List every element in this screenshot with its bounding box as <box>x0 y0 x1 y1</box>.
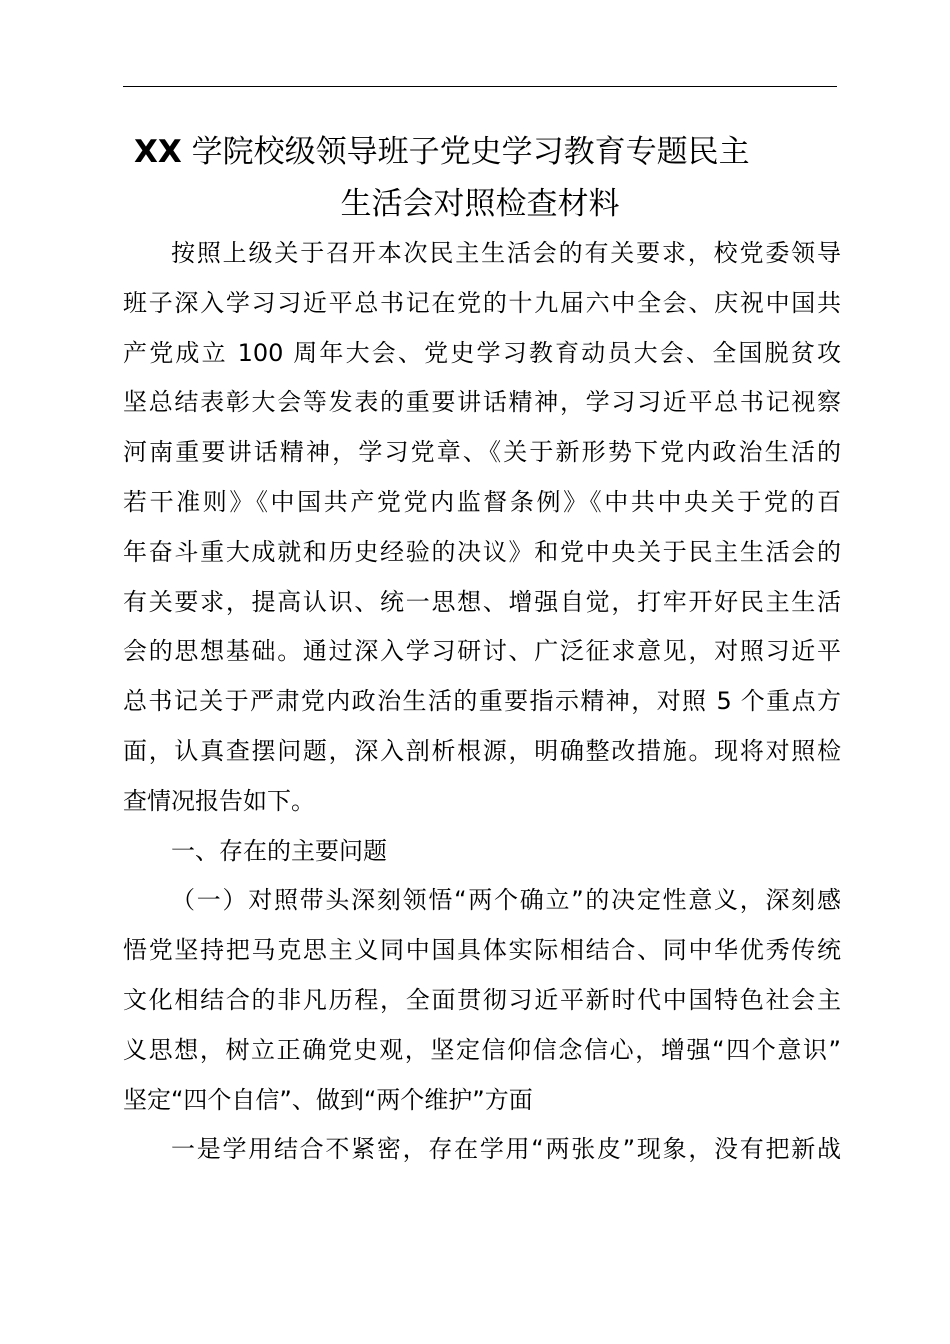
text-line: 义思想，树立正确党史观，坚定信仰信念信心，增强“四个意识” <box>123 1035 841 1064</box>
text-line: 会的思想基础。通过深入学习研讨、广泛征求意见，对照习近平 <box>123 637 841 666</box>
text-line: 河南重要讲话精神，学习党章、《关于新形势下党内政治生活的 <box>123 438 841 467</box>
issue-1 <box>123 1125 841 1175</box>
text-line: （一）对照带头深刻领悟“两个确立”的决定性意义，深刻感 <box>171 886 841 915</box>
title-line-2: 生活会对照检查材料 <box>340 186 620 222</box>
text-line: 有关要求，提高认识、统一思想、增强自觉，打牢开好民主生活 <box>123 587 841 616</box>
text-line: 班子深入学习习近平总书记在党的十九届六中全会、庆祝中国共 <box>123 288 841 317</box>
text-line: 坚定“四个自信”、做到“两个维护”方面 <box>123 1085 533 1114</box>
page-title <box>123 126 837 230</box>
section-heading: 一、存在的主要问题 <box>171 836 387 865</box>
text-line: 坚总结表彰大会等发表的重要讲话精神，学习习近平总书记视察 <box>123 388 841 417</box>
title-line-1-text: 学院校级领导班子党史学习教育专题民主 <box>181 134 750 170</box>
subsection-1 <box>123 876 841 1125</box>
text-line: 面，认真查摆问题，深入剖析根源，明确整改措施。现将对照检 <box>123 736 841 765</box>
section-heading-1 <box>123 827 841 877</box>
document-body <box>123 229 841 1175</box>
text-line: 按照上级关于召开本次民主生活会的有关要求，校党委领导 <box>171 239 841 267</box>
title-line-1 <box>123 126 837 178</box>
text-line: 产党成立 100 周年大会、党史学习教育动员大会、全国脱贫攻 <box>123 338 841 367</box>
header-rule <box>123 86 837 87</box>
text-line: 悟党坚持把马克思主义同中国具体实际相结合、同中华优秀传统 <box>123 936 841 965</box>
text-line: 若干准则》《中国共产党党内监督条例》《中共中央关于党的百 <box>123 487 841 516</box>
intro-paragraph <box>123 229 841 827</box>
text-line: 年奋斗重大成就和历史经验的决议》和党中央关于民主生活会的 <box>123 537 841 566</box>
text-line: 一是学用结合不紧密，存在学用“两张皮”现象，没有把新战 <box>171 1135 841 1164</box>
title-prefix: XX <box>134 134 182 170</box>
text-line: 查情况报告如下。 <box>123 786 315 815</box>
text-line: 文化相结合的非凡历程，全面贯彻习近平新时代中国特色社会主 <box>123 985 841 1014</box>
text-line: 总书记关于严肃党内政治生活的重要指示精神，对照 5 个重点方 <box>123 687 841 716</box>
